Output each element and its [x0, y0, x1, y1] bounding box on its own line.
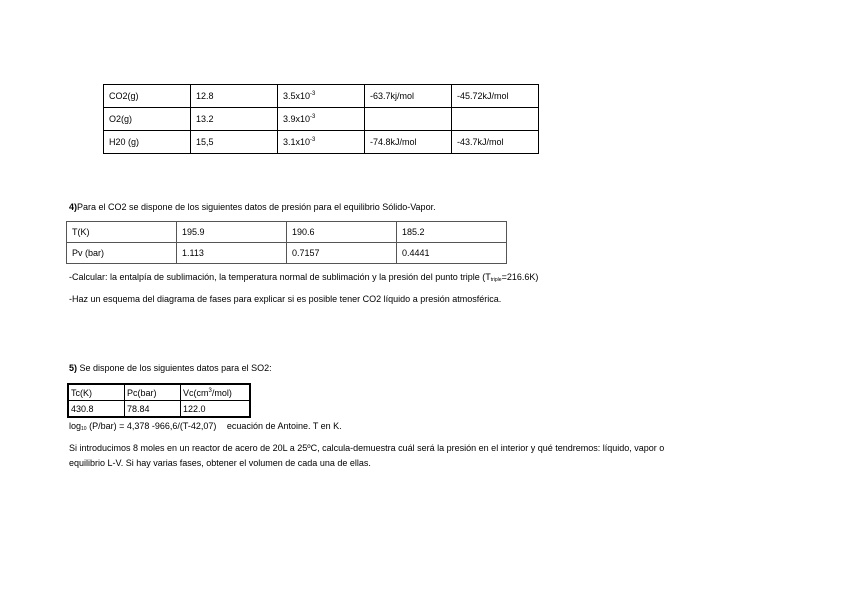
value-cell: 195.9 [177, 222, 287, 243]
row-header-cell: Pv (bar) [67, 243, 177, 264]
q4-intro: 4)Para el CO2 se dispone de los siguientes datos de presión para el equilibrio Sólido-Vapor. [69, 202, 436, 212]
value-cell: 430.8 [68, 401, 125, 418]
table-row [104, 108, 539, 131]
value-cell: 185.2 [397, 222, 507, 243]
value-cell: -45.72kJ/mol [452, 85, 539, 108]
antoine-equation: $\log_{10} (P/bar) = 4,378$ -966,6/(T-42,07) ecuación de Antoine. T en K. [69, 421, 342, 432]
q4-number: 4) [69, 202, 78, 212]
table-row [67, 243, 507, 264]
value-cell: -74.8kJ/mol [365, 131, 452, 154]
q4-calc-text: -Calcular: la entalpía de sublimación, la temperatura normal de sublimación y la presión del punto triple $(T_{triple}=216.6K)$ [69, 272, 539, 283]
value-cell: $3.1x10^{-3}$ [278, 131, 365, 154]
q5-number: 5) [69, 363, 78, 373]
species-cell: H20 (g) [104, 131, 191, 154]
value-cell [452, 108, 539, 131]
value-cell: 122.0 [181, 401, 251, 418]
row-header-cell: T(K) [67, 222, 177, 243]
antoine-note: ecuación de Antoine. T en K. [226, 421, 342, 431]
value-cell: 12.8 [191, 85, 278, 108]
value-cell: 0.7157 [287, 243, 397, 264]
q4-diagram-text: -Haz un esquema del diagrama de fases para explicar si es posible tener CO2 líquido a presión atmosférica. [69, 294, 502, 304]
value-cell: 1.113 [177, 243, 287, 264]
header-cell: Tc(K) [68, 384, 125, 401]
table-row [67, 222, 507, 243]
q5-intro: 5) Se dispone de los siguientes datos para el SO2: [69, 363, 272, 373]
vapor-pressure-table [66, 221, 507, 264]
table-row [68, 401, 250, 418]
critical-constants-table [67, 383, 251, 418]
table-row [104, 131, 539, 154]
table-header-row [68, 384, 250, 401]
value-cell: -63.7kj/mol [365, 85, 452, 108]
table-row [104, 85, 539, 108]
header-cell: $Vc(cm^3/mol)$ [181, 384, 251, 401]
properties-table [103, 84, 539, 154]
value-cell: 15,5 [191, 131, 278, 154]
q5-paragraph-line1: Si introducimos 8 moles en un reactor de acero de 20L a 25ºC, calcula-demuestra cuál será la presión en el interior y qué tendremos: líquido, vapor o [69, 443, 665, 453]
value-cell [365, 108, 452, 131]
value-cell: -43.7kJ/mol [452, 131, 539, 154]
header-cell: Pc(bar) [125, 384, 181, 401]
value-cell: 13.2 [191, 108, 278, 131]
value-cell: 78.84 [125, 401, 181, 418]
species-cell: O2(g) [104, 108, 191, 131]
value-cell: 190.6 [287, 222, 397, 243]
value-cell: 0.4441 [397, 243, 507, 264]
species-cell: CO2(g) [104, 85, 191, 108]
q5-paragraph-line2: equilibrio L-V. Si hay varias fases, obtener el volumen de cada una de ellas. [69, 458, 371, 468]
value-cell: $3.9x10^{-3}$ [278, 108, 365, 131]
value-cell: $3.5x10^{-3}$ [278, 85, 365, 108]
